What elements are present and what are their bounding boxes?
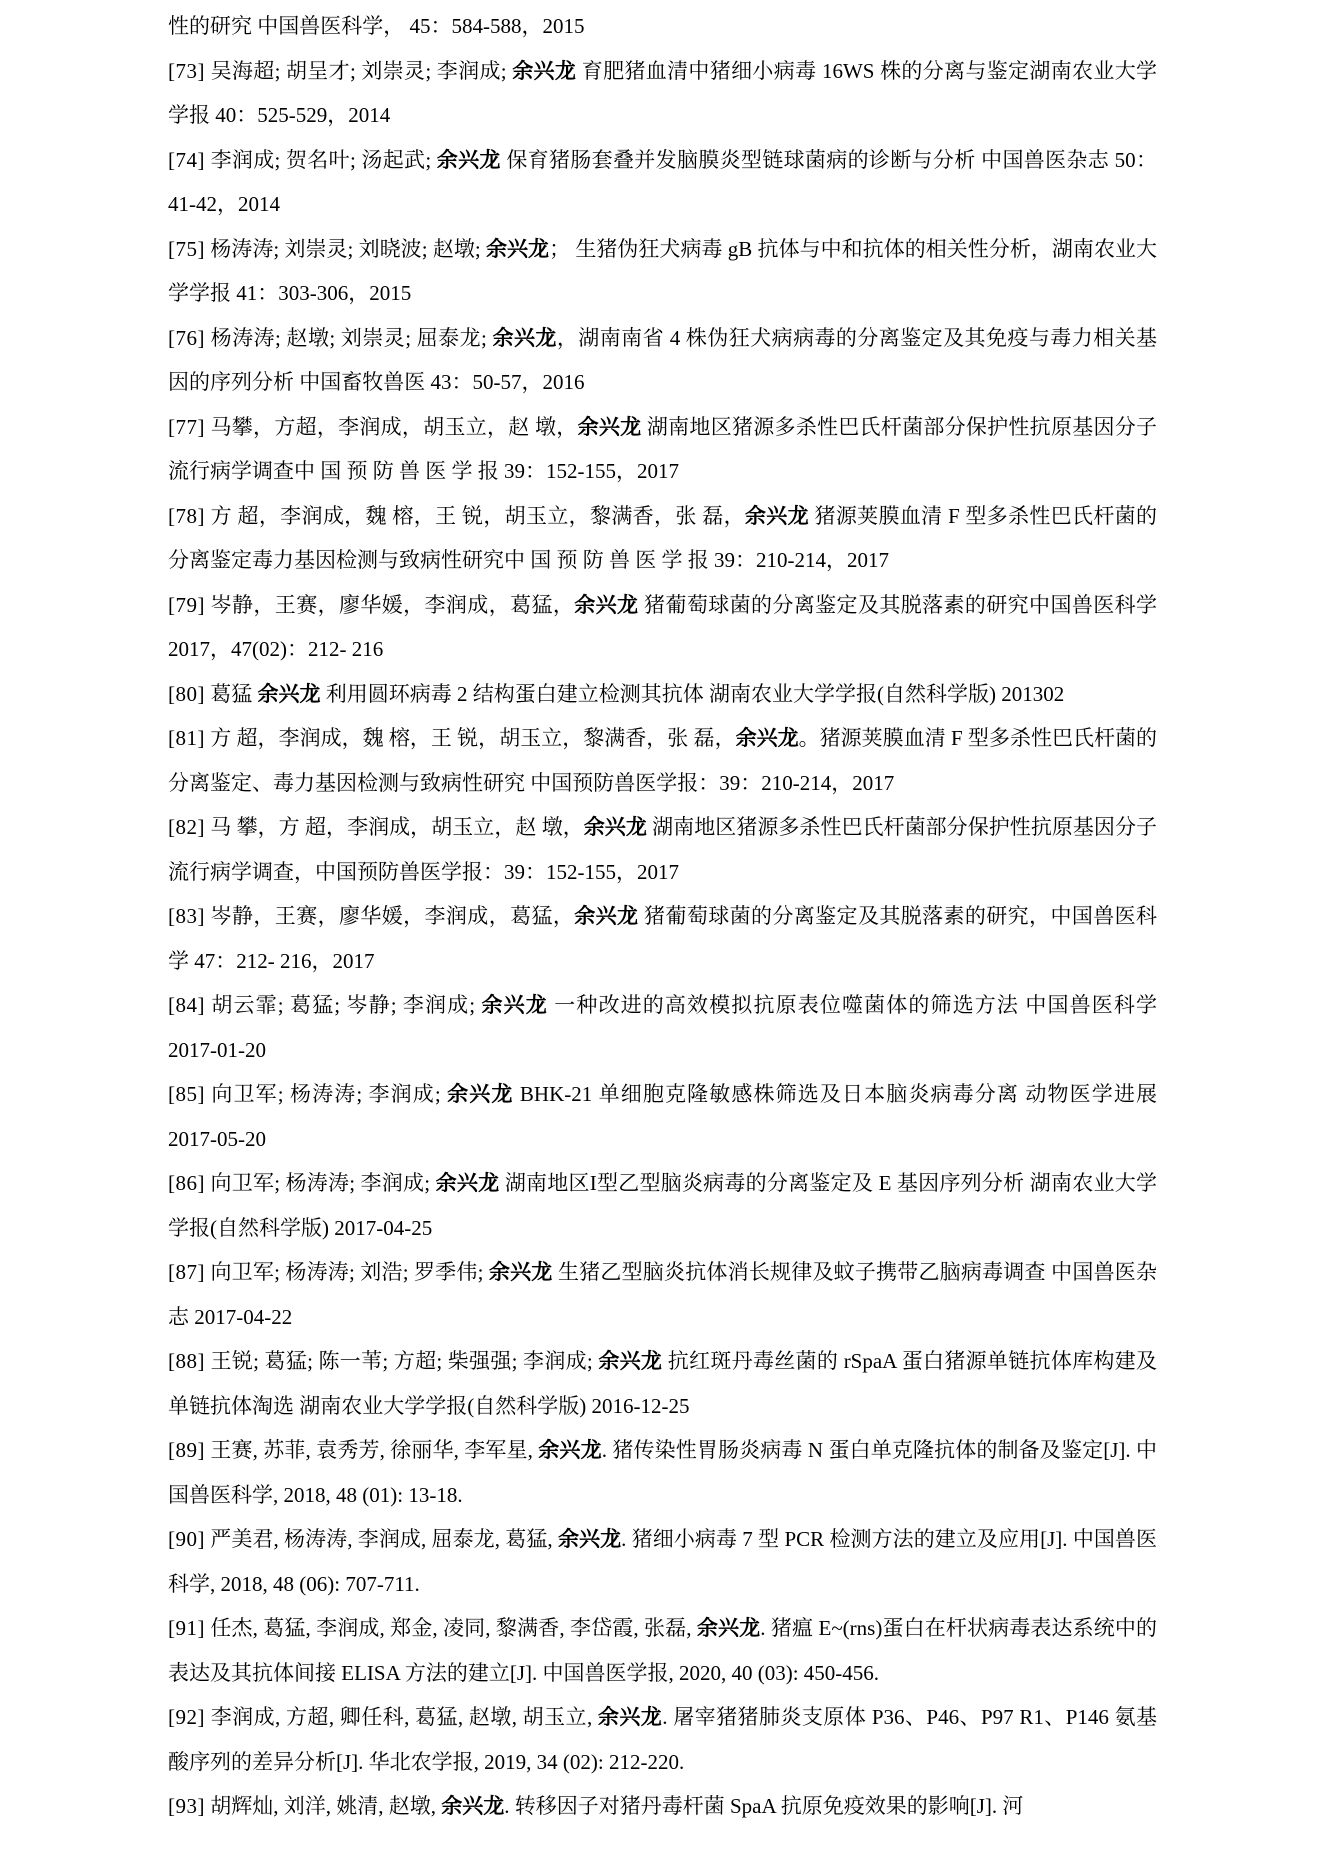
reference-entry [168,316,1157,405]
reference-title-journal: 生猪乙型脑炎抗体消长规律及蚊子携带乙脑病毒调查 中国兽医杂志 2017-04-22 [168,1260,1157,1329]
reference-number: [81] [168,726,205,750]
reference-number: [86] [168,1171,205,1195]
reference-authors-and-text: 岑静，王赛，廖华媛，李润成，葛猛， [205,904,575,928]
reference-entry [168,1517,1157,1606]
reference-authors-and-text: 葛猛 [205,681,258,706]
reference-title-journal: 一种改进的高效模拟抗原表位噬菌体的筛选方法 中国兽医科学 2017-01-20 [168,993,1157,1062]
highlighted-author: 余兴龙 [488,1260,553,1284]
reference-authors-and-text: 岑静，王赛，廖华媛，李润成，葛猛， [205,592,575,617]
reference-number: [91] [168,1616,205,1640]
reference-authors-and-text: 李润成; 贺名叶; 汤起武; [205,147,437,172]
reference-title-journal: 保育猪肠套叠并发脑膜炎型链球菌病的诊断与分析 中国兽医杂志 50：41-42，2014 [168,147,1157,216]
reference-authors-and-text: 王锐; 葛猛; 陈一苇; 方超; 柴强强; 李润成; [205,1349,599,1373]
highlighted-author: 余兴龙 [492,325,557,350]
reference-entry [168,138,1157,227]
highlighted-author: 余兴龙 [574,904,639,928]
reference-authors-and-text: 马攀，方超，李润成，胡玉立，赵 墩， [205,414,578,439]
reference-authors-and-text: 向卫军; 杨涛涛; 刘浩; 罗季伟; [205,1260,489,1284]
highlighted-author: 余兴龙 [485,236,550,261]
reference-number: [79] [168,592,205,617]
reference-number: [93] [168,1794,205,1818]
reference-authors-and-text: 任杰, 葛猛, 李润成, 郑金, 凌同, 黎满香, 李岱霞, 张磊, [205,1616,697,1640]
reference-authors-and-text: 性的研究 中国兽医科学， 45：584-588，2015 [168,14,585,38]
reference-entry [168,583,1157,672]
highlighted-author: 余兴龙 [481,993,548,1017]
reference-title-journal: . 猪细小病毒 7 型 PCR 检测方法的建立及应用[J]. 中国兽医科学, 2018, 48 (06): 707-711. [168,1527,1157,1596]
reference-number: [82] [168,815,205,839]
reference-authors-and-text: 吴海超; 胡呈才; 刘崇灵; 李润成; [205,58,513,83]
reference-entry [168,894,1157,983]
highlighted-author: 余兴龙 [583,815,647,839]
reference-authors-and-text: 王赛, 苏菲, 袁秀芳, 徐丽华, 李军星, [205,1438,539,1462]
highlighted-author: 余兴龙 [577,414,642,439]
reference-title-journal: 湖南地区I型乙型脑炎病毒的分离鉴定及 E 基因序列分析 湖南农业大学学报(自然科学版) 2017-04-25 [168,1171,1157,1240]
reference-authors-and-text: 向卫军; 杨涛涛; 李润成; [205,1082,448,1106]
reference-number: [76] [168,325,205,350]
reference-number: [75] [168,236,205,261]
reference-number: [78] [168,503,205,528]
reference-title-journal: BHK-21 单细胞克隆敏感株筛选及日本脑炎病毒分离 动物医学进展 2017-05-20 [168,1082,1157,1151]
reference-authors-and-text: 方 超，李润成，魏 榕，王 锐，胡玉立，黎满香，张 磊， [205,726,736,750]
reference-list [168,4,1157,1829]
highlighted-author: 余兴龙 [574,592,639,617]
reference-number: [85] [168,1082,205,1106]
reference-title-journal: 猪葡萄球菌的分离鉴定及其脱落素的研究中国兽医科学 2017，47(02)：212- 216 [168,592,1158,661]
reference-authors-and-text: 胡云霏; 葛猛; 岑静; 李润成; [205,993,482,1017]
reference-number: [74] [168,147,205,172]
reference-entry [168,805,1157,894]
reference-number: [84] [168,993,205,1017]
highlighted-author: 余兴龙 [557,1527,622,1551]
reference-number: [90] [168,1527,205,1551]
reference-entry [168,1784,1157,1829]
reference-entry [168,1695,1157,1784]
highlighted-author: 余兴龙 [257,681,321,706]
highlighted-author: 余兴龙 [441,1794,505,1818]
reference-authors-and-text: 杨涛涛; 赵墩; 刘崇灵; 屈泰龙; [205,325,493,350]
highlighted-author: 余兴龙 [538,1438,602,1462]
reference-title-journal: . 猪瘟 E~(rns)蛋白在杆状病毒表达系统中的表达及其抗体间接 ELISA 方法的建立[J]. 中国兽医学报, 2020, 40 (03): 450-456. [168,1616,1158,1685]
highlighted-author: 余兴龙 [744,503,809,528]
reference-number: [77] [168,414,205,439]
reference-number: [89] [168,1438,205,1462]
reference-number: [92] [168,1705,205,1729]
reference-title-journal: 抗红斑丹毒丝菌的 rSpaA 蛋白猪源单链抗体库构建及单链抗体淘选 湖南农业大学学报(自然科学版) 2016-12-25 [168,1349,1158,1418]
reference-entry [168,4,1157,49]
reference-entry [168,494,1157,583]
reference-number: [73] [168,58,205,83]
highlighted-author: 余兴龙 [435,1171,500,1195]
reference-title-journal: ，湖南南省 4 株伪狂犬病病毒的分离鉴定及其免疫与毒力相关基因的序列分析 中国畜牧兽医 43：50-57，2016 [168,325,1158,394]
reference-title-journal: 湖南地区猪源多杀性巴氏杆菌部分保护性抗原基因分子流行病学调查，中国预防兽医学报：39：152-155，2017 [168,815,1157,884]
reference-entry [168,1339,1157,1428]
reference-entry [168,49,1157,138]
reference-authors-and-text: 杨涛涛; 刘崇灵; 刘晓波; 赵墩; [205,236,486,261]
reference-entry [168,1072,1157,1161]
reference-entry [168,716,1157,805]
reference-title-journal: 猪源荚膜血清 F 型多杀性巴氏杆菌的分离鉴定毒力基因检测与致病性研究中 国 预 防 兽 医 学 报 39：210-214，2017 [168,503,1157,572]
reference-title-journal: . 转移因子对猪丹毒杆菌 SpaA 抗原免疫效果的影响[J]. 河 [504,1794,1024,1818]
reference-entry [168,1161,1157,1250]
reference-title-journal: 。猪源荚膜血清 F 型多杀性巴氏杆菌的分离鉴定、毒力基因检测与致病性研究 中国预防兽医学报：39：210-214，2017 [168,726,1158,795]
reference-entry [168,1428,1157,1517]
reference-authors-and-text: 严美君, 杨涛涛, 李润成, 屈泰龙, 葛猛, [205,1527,558,1551]
reference-title-journal: ； 生猪伪狂犬病毒 gB 抗体与中和抗体的相关性分析，湖南农业大学学报 41：303-306，2015 [168,236,1157,305]
reference-authors-and-text: 向卫军; 杨涛涛; 李润成; [205,1171,436,1195]
reference-number: [80] [168,681,205,706]
reference-number: [87] [168,1260,205,1284]
highlighted-author: 余兴龙 [512,58,577,83]
reference-title-journal: 湖南地区猪源多杀性巴氏杆菌部分保护性抗原基因分子流行病学调查中 国 预 防 兽 医 学 报 39：152-155，2017 [168,414,1158,483]
reference-number: [83] [168,904,205,928]
highlighted-author: 余兴龙 [447,1082,514,1106]
reference-authors-and-text: 方 超，李润成，魏 榕，王 锐，胡玉立，黎满香，张 磊， [205,503,745,528]
highlighted-author: 余兴龙 [696,1616,761,1640]
reference-entry [168,1250,1157,1339]
reference-title-journal: . 猪传染性胃肠炎病毒 N 蛋白单克隆抗体的制备及鉴定[J]. 中国兽医科学, 2018, 48 (01): 13-18. [168,1438,1158,1507]
reference-entry [168,1606,1157,1695]
reference-title-journal: 育肥猪血清中猪细小病毒 16WS 株的分离与鉴定湖南农业大学学报 40：525-529，2014 [168,58,1158,127]
reference-authors-and-text: 马 攀，方 超，李润成，胡玉立，赵 墩， [205,815,584,839]
reference-entry [168,983,1157,1072]
highlighted-author: 余兴龙 [436,147,501,172]
reference-title-journal: 利用圆环病毒 2 结构蛋白建立检测其抗体 湖南农业大学学报(自然科学版) 201302 [320,681,1065,706]
reference-entry [168,405,1157,494]
reference-title-journal: . 屠宰猪猪肺炎支原体 P36、P46、P97 R1、P146 氨基酸序列的差异分析[J]. 华北农学报, 2019, 34 (02): 212-220. [168,1705,1158,1774]
highlighted-author: 余兴龙 [597,1705,663,1729]
highlighted-author: 余兴龙 [598,1349,663,1373]
reference-title-journal: 猪葡萄球菌的分离鉴定及其脱落素的研究，中国兽医科学 47：212- 216，2017 [168,904,1158,973]
reference-entry [168,672,1157,717]
reference-number: [88] [168,1349,205,1373]
highlighted-author: 余兴龙 [735,726,799,750]
reference-authors-and-text: 胡辉灿, 刘洋, 姚清, 赵墩, [205,1794,442,1818]
reference-entry [168,227,1157,316]
reference-authors-and-text: 李润成, 方超, 卿任科, 葛猛, 赵墩, 胡玉立, [205,1705,598,1729]
